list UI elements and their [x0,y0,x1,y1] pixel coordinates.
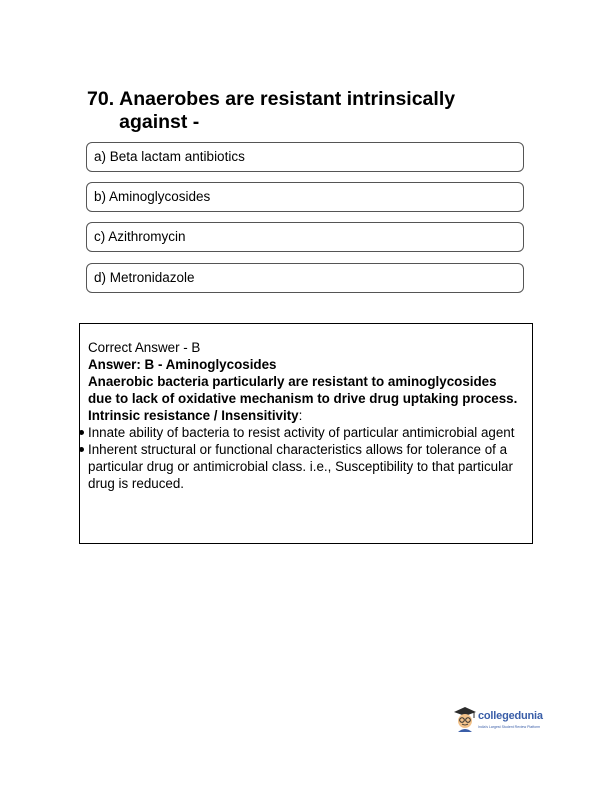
option-c-label: c) Azithromycin [94,229,186,244]
option-d[interactable] [86,263,524,293]
question-number: 70. [87,88,115,110]
logo-name: collegedunia [478,710,543,722]
option-d-label: d) Metronidazole [94,270,195,285]
question-text: Anaerobes are resistant intrinsically against - [119,88,456,133]
collegedunia-logo [452,705,562,735]
logo-tagline: India's Largest Student Review Platform [478,725,541,729]
subheading: Intrinsic resistance / Insensitivity [88,408,299,423]
bullet-text: Innate ability of bacteria to resist activity of particular antimicrobial agent [88,425,515,440]
answer-line: Answer: B - Aminoglycosides [88,357,277,372]
correct-answer-line: Correct Answer - B [88,340,201,355]
answer-explanation: Anaerobic bacteria particularly are resistant to aminoglycosides due to lack of oxidative mechanism to drive drug uptaking process. [88,374,518,406]
answer-box [79,323,533,544]
option-c[interactable] [86,222,524,252]
option-b-label: b) Aminoglycosides [94,189,211,204]
question-heading [87,88,527,134]
bullet-dot-icon [79,430,84,435]
option-b[interactable] [86,182,524,212]
bullet-text: Inherent structural or functional characteristics allows for tolerance of a particular drug or antimicrobial class. i.e., Susceptibility to that particular drug is reduced. [88,442,513,491]
option-a[interactable] [86,142,524,172]
bullet-item [88,424,518,441]
bullet-dot-icon [79,447,84,452]
subheading-line [88,407,518,424]
subheading-suffix: : [298,408,303,423]
mascot-body-shape [458,729,472,732]
bullet-item [88,441,518,492]
option-a-label: a) Beta lactam antibiotics [94,149,245,164]
graduate-mascot-icon [452,705,478,733]
bullet-list [88,424,518,492]
